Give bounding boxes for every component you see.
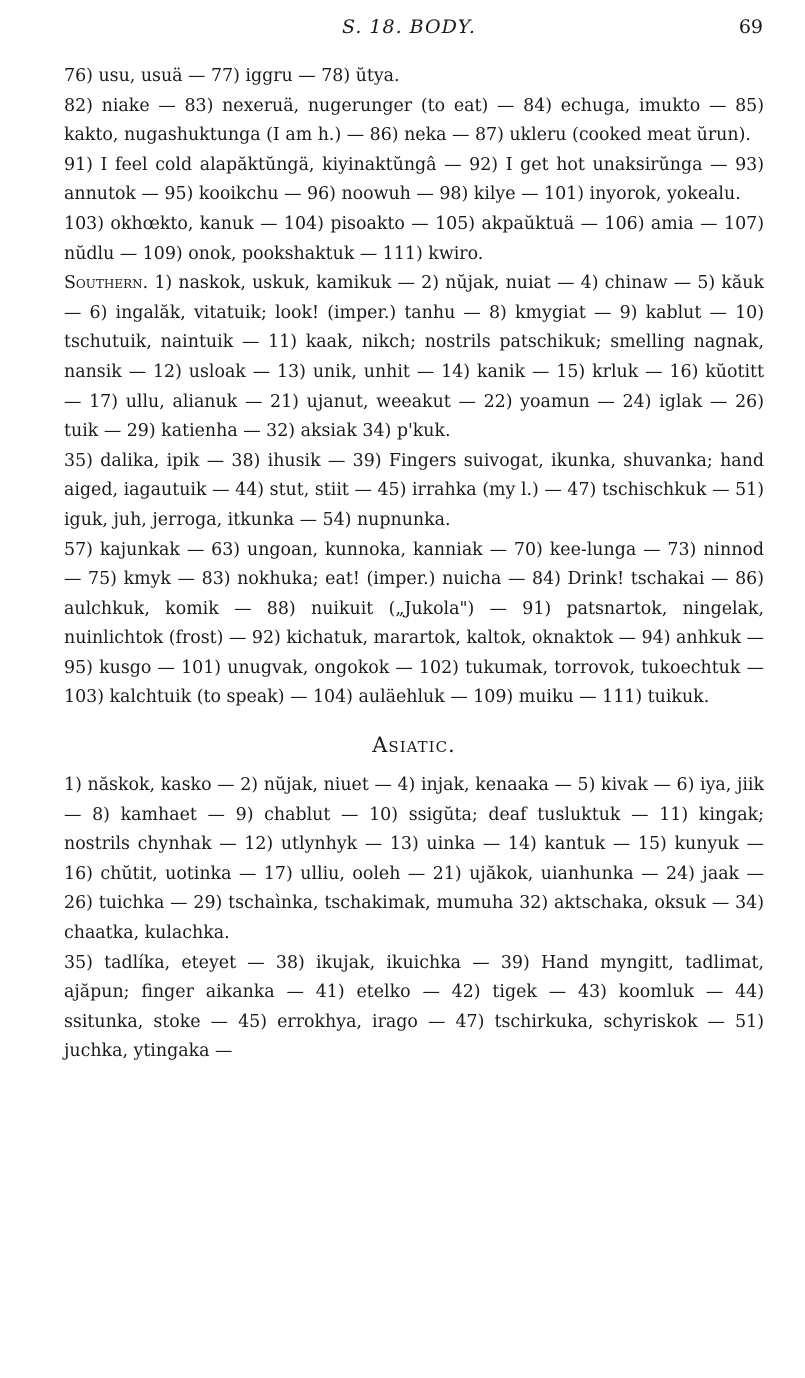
paragraph-82: 82) niake — 83) nexeruä, nugerunger (to eat) — 84) echuga, imukto — 85) kakto, nugashuktunga (I am h.) — 86) neka — 87) ukleru (cooked meat ŭrun). <box>64 95 764 146</box>
southern-label: Southern. <box>64 273 149 294</box>
southern-paragraph-1 <box>64 269 764 447</box>
southern-entries-1: 1) naskok, uskuk, kamikuk — 2) nŭjak, nuiat — 4) chinaw — 5) kăuk — 6) ingalăk, vitatuik; look! (imper.) tanhu — 8) kmygiat — 9) kablut — 10) tschutuik, naintuik — 11) kaak, nikch; nostrils patschikuk; smelling nagnak, nansik — 12) usloak — 13) unik, unhit — 14) kanik — 15) krluk — 16) kŭotitt — 17) ullu, alianuk — 21) ujanut, weeakut — 22) yoamun — 24) iglak — 26) tuik — 29) katienha — 32) aksiak 34) p'kuk. <box>64 273 764 442</box>
paragraph-76: 76) usu, usuä — 77) iggru — 78) ŭtya. <box>64 66 400 86</box>
running-header <box>0 16 805 38</box>
paragraph-103: 103) okhœkto, kanuk — 104) pisoakto — 105) akpaŭktuä — 106) amia — 107) nŭdlu — 109) onok, pookshaktuk — 111) kwiro. <box>64 213 764 264</box>
paragraph-91: 91) I feel cold alapăktŭngä, kiyinaktŭngâ — 92) I get hot unaksirŭnga — 93) annutok — 95) kooikchu — 96) noowuh — 98) kilye — 101) inyorok, yokealu. <box>64 154 764 205</box>
asiatic-paragraph-1: 1) năskok, kasko — 2) nŭjak, niuet — 4) injak, kenaaka — 5) kivak — 6) iya, jiik — 8) kamhaet — 9) chablut — 10) ssigŭta; deaf tusluktuk — 11) kingak; nostrils chynhak — 12) utlynhyk — 13) uinka — 14) kantuk — 15) kunyuk — 16) chŭtit, uotinka — 17) ulliu, ooleh — 21) ujăkok, uianhunka — 24) jaak — 26) tuichka — 29) tschaìnka, tschakimak, mumuha 32) aktschaka, oksuk — 34) chaatka, kulachka. <box>64 775 764 944</box>
page-number: 69 <box>738 16 763 38</box>
asiatic-heading: Asiatic. <box>372 733 456 758</box>
southern-paragraph-57: 57) kajunkak — 63) ungoan, kunnoka, kanniak — 70) kee-lunga — 73) ninnod — 75) kmyk — 83) nokhuka; eat! (imper.) nuicha — 84) Drink! tschakai — 86) aulchkuk, komik — 88) nuikuit („Jukola") — 91) patsnartok, ningelak, nuinlichtok (frost) — 92) kichatuk, marartok, kaltok, oknaktok — 94) anhkuk — 95) kusgo — 101) unugvak, ongokok — 102) tukumak, torrovok, tukoechtuk — 103) kalchtuik (to speak) — 104) auläehluk — 109) muiku — 111) tuikuk. <box>64 539 764 708</box>
southern-paragraph-35: 35) dalika, ipik — 38) ihusik — 39) Fingers suivogat, ikunka, shuvanka; hand aiged, iagautuik — 44) stut, stiit — 45) irrahka (my l.) — 47) tschischkuk — 51) iguk, juh, jerroga, itkunka — 54) nupnunka. <box>64 450 764 530</box>
asiatic-paragraph-35: 35) tadlíka, eteyet — 38) ikujak, ikuichka — 39) Hand myngitt, tadlimat, ajăpun; finger aikanka — 41) etelko — 42) tigek — 43) koomluk — 44) ssitunka, stoke — 45) errokhya, irago — 47) tschirkuka, schyriskok — 51) juchka, ytingaka — <box>64 952 764 1062</box>
body-text <box>64 62 764 1067</box>
running-title: S. 18. BODY. <box>342 16 476 38</box>
